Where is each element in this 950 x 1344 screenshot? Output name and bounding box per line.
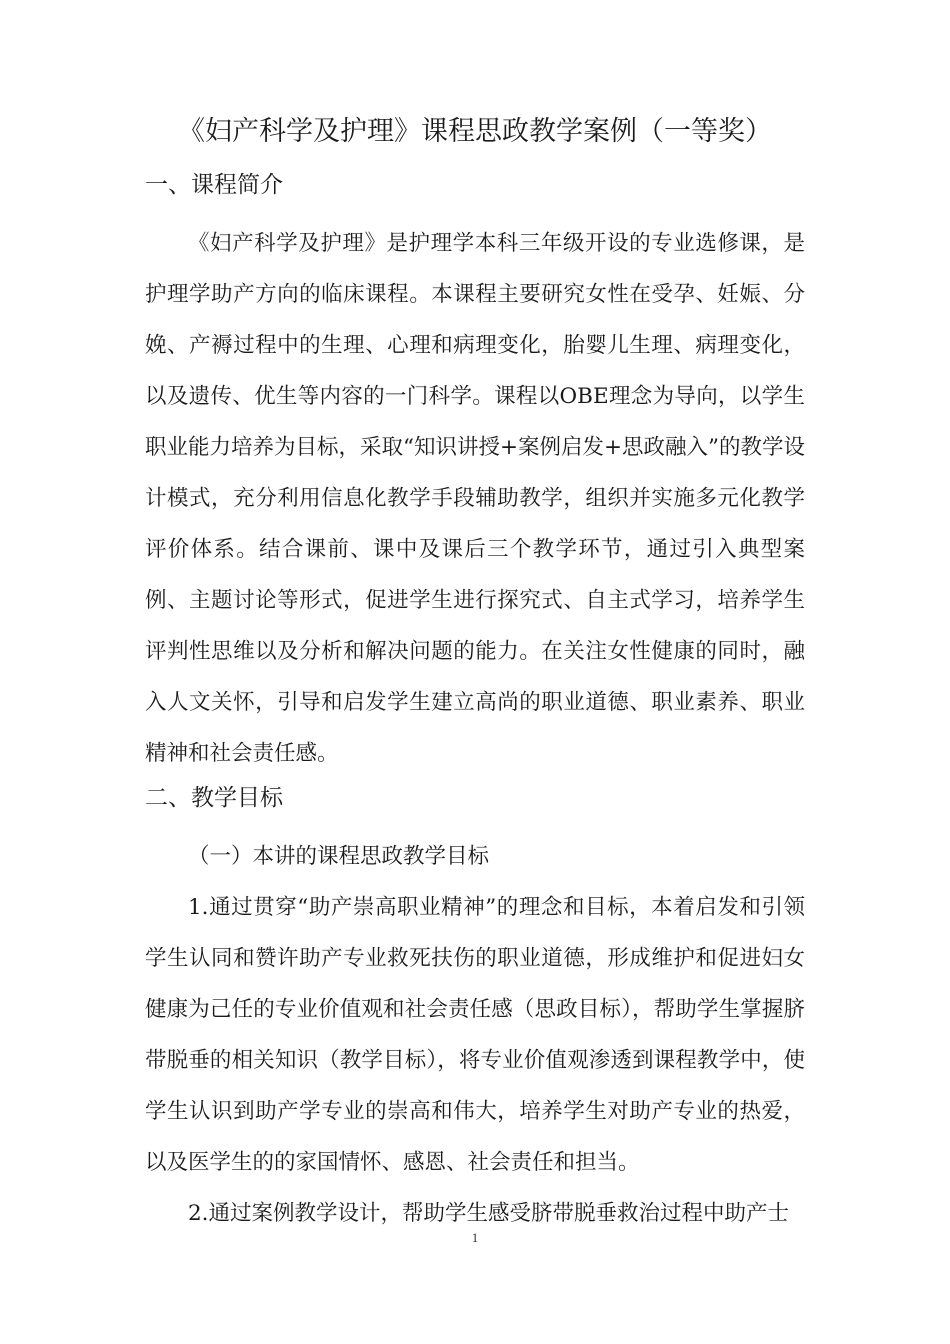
subsection-heading-ideological-goals: （一）本讲的课程思政教学目标 xyxy=(188,844,490,869)
goal-item-1: 1.通过贯穿“助产崇高职业精神”的理念和目标，本着启发和引领学生认同和赞许助产专业救死扶伤的职业道德，形成维护和促进妇女健康为己任的专业价值观和社会责任感（思政目标），帮助学生掌握脐带脱垂的相关知识（教学目标），将专业价值观渗透到课程教学中，使学生认识到助产学专业的崇高和伟大，培养学生对助产专业的热爱，以及医学生的的家国情怀、感恩、社会责任和担当。 xyxy=(145,895,805,1175)
course-intro-paragraph: 《妇产科学及护理》是护理学本科三年级开设的专业选修课，是护理学助产方向的临床课程。本课程主要研究女性在受孕、妊娠、分娩、产褥过程中的生理、心理和病理变化，胎婴儿生理、病理变化，以及遗传、优生等内容的一门科学。课程以OBE理念为导向，以学生职业能力培养为目标，采取“知识讲授+案例启发+思政融入”的教学设计模式，充分利用信息化教学手段辅助教学，组织并实施多元化教学评价体系。结合课前、课中及课后三个教学环节，通过引入典型案例、主题讨论等形式，促进学生进行探究式、自主式学习，培养学生评判性思维以及分析和解决问题的能力。在关注女性健康的同时，融入人文关怀，引导和启发学生建立高尚的职业道德、职业素养、职业精神和社会责任感。 xyxy=(145,231,806,766)
document-title: 《妇产科学及护理》课程思政教学案例（一等奖） xyxy=(178,116,772,147)
section-heading-course-intro: 一、课程简介 xyxy=(145,172,283,198)
document-body xyxy=(145,166,805,1239)
section-heading-teaching-goals: 二、教学目标 xyxy=(145,785,283,811)
page-number: 1 xyxy=(471,1230,479,1245)
goal-item-2: 2.通过案例教学设计，帮助学生感受脐带脱垂救治过程中助产士 xyxy=(188,1201,790,1226)
